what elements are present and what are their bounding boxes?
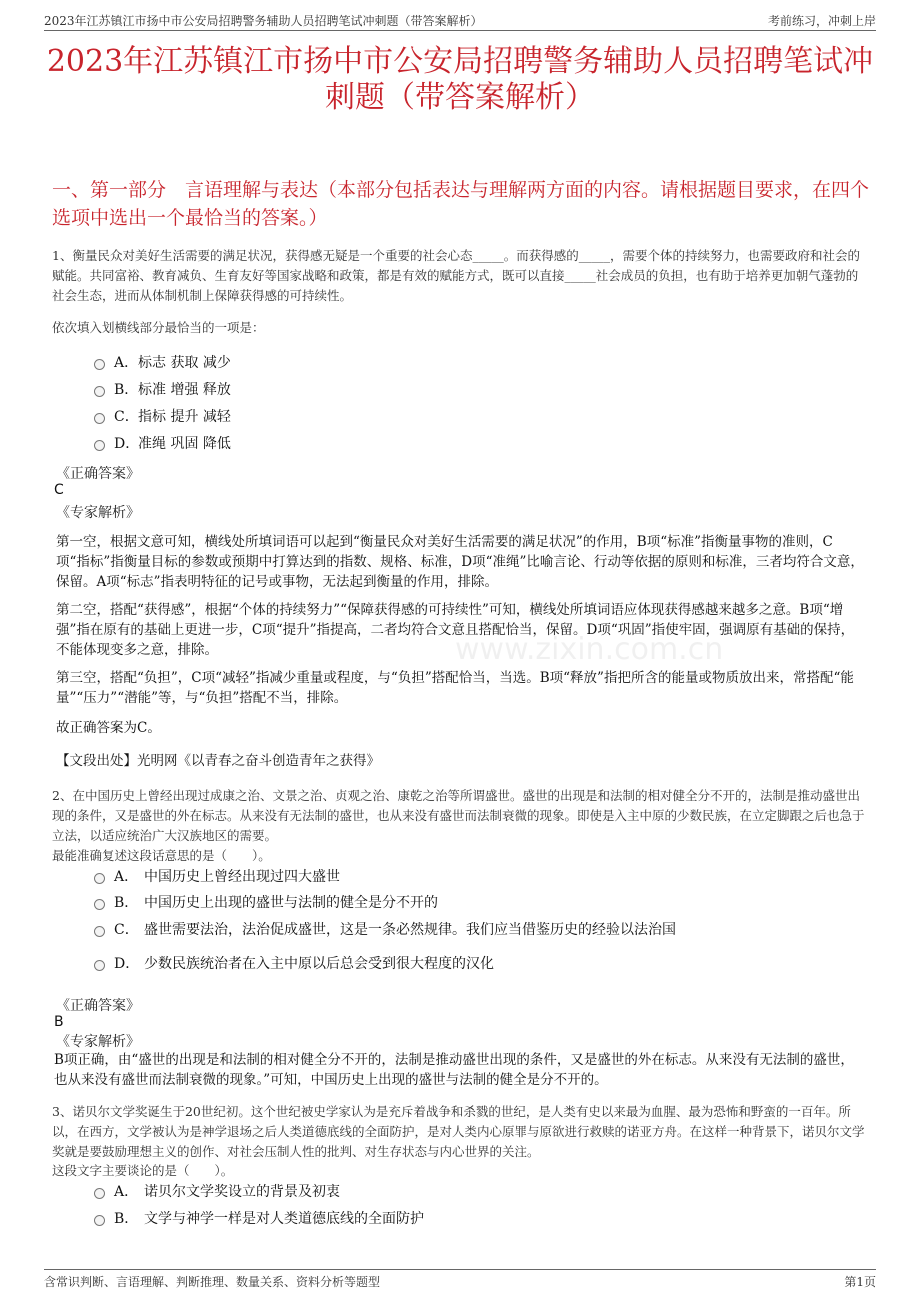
footer-text: 含常识判断、言语理解、判断推理、数量关系、资料分析等题型 [44,1275,381,1289]
option-text: 少数民族统治者在入主中原以后总会受到很大程度的汉化 [144,956,494,972]
radio-icon[interactable] [94,386,105,397]
page-header [44,10,876,31]
q1-analysis-3: 第三空，搭配“负担”，C项“减轻”指减少重量或程度，与“负担”搭配恰当，当选。B项“释放”指把所含的能量或物质放出来，常搭配“能量”“压力”“潜能”等，与“负担”搭配不当，排除。 [56,670,854,706]
header-slogan: 考前练习，冲刺上岸 [767,14,876,28]
q1-answer: C [54,482,64,498]
section-heading: 一、第一部分 言语理解与表达（本部分包括表达与理解两方面的内容。请根据题目要求，在四个选项中选出一个最恰当的答案。） [52,179,870,229]
option-text: 诺贝尔文学奖设立的背景及初衷 [144,1184,340,1200]
option-key: C． [114,922,139,938]
option-key: B． [114,895,139,911]
option-key: D． [114,956,140,972]
q2-prompt: 最能准确复述这段话意思的是（ ）。 [52,848,271,863]
radio-icon[interactable] [94,1215,105,1226]
option-key: C． [114,409,139,425]
option-text: 指标 提升 减轻 [138,409,231,425]
radio-icon[interactable] [94,899,105,910]
radio-icon[interactable] [94,413,105,424]
q1-analysis-1: 第一空，根据文意可知，横线处所填词语可以起到“衡量民众对美好生活需要的满足状况”的作用，B项“标准”指衡量事物的准则，C项“指标”指衡量目标的参数或预期中打算达到的指数、规格、标准，D项“准绳”比喻言论、行动等依据的原则和标准，三者均符合文意，保留。A项“标志”指表明特征的记号或事物，无法起到衡量的作用，排除。 [56,534,864,590]
q1-answer-label: 《正确答案》 [56,466,140,482]
option-text: 标志 获取 减少 [138,355,231,371]
q3-stem: 3、诺贝尔文学奖诞生于20世纪初。这个世纪被史学家认为是充斥着战争和杀戮的世纪，是人类有史以来最为血腥、最为恐怖和野蛮的一百年。所以，在西方，文学被认为是神学退场之后人类道德底线的全面防护，是对人类内心原罪与原欲进行救赎的诺亚方舟。在这样一种背景下，诺贝尔文学奖就是要鼓励理想主义的创作、对社会压制人性的批判、对生存状态与内心世界的关注。 [52,1104,865,1159]
option-text: 盛世需要法治，法治促成盛世，这是一条必然规律。我们应当借鉴历史的经验以法治国 [144,922,676,938]
q2-analysis-label: 《专家解析》 [56,1034,140,1050]
q2-analysis: B项正确，由“盛世的出现是和法制的相对健全分不开的，法制是推动盛世出现的条件，又是盛世的外在标志。从来没有无法制的盛世，也从来没有盛世而法制衰微的现象。”可知，中国历史上出现的盛世与法制的健全是分不开的。 [54,1052,854,1088]
option-key: B． [114,382,139,398]
q3-prompt: 这段文字主要谈论的是（ ）。 [52,1163,234,1178]
option-key: D． [114,436,140,452]
radio-icon[interactable] [94,873,105,884]
radio-icon[interactable] [94,440,105,451]
q1-analysis-label: 《专家解析》 [56,505,140,521]
q2-answer-label: 《正确答案》 [56,998,140,1014]
option-text: 标准 增强 释放 [138,382,231,398]
page-number: 第1页 [844,1275,876,1289]
option-key: A． [114,869,139,885]
radio-icon[interactable] [94,960,105,971]
radio-icon[interactable] [94,359,105,370]
q1-analysis-4: 故正确答案为C。 [56,720,161,736]
watermark: www.zixin.com.cn [455,632,724,667]
q1-prompt: 依次填入划横线部分最恰当的一项是： [52,320,265,335]
option-key: A． [114,355,139,371]
option-text: 中国历史上曾经出现过四大盛世 [144,869,340,885]
page-footer [44,1269,876,1288]
q2-answer: B [54,1014,64,1030]
q1-analysis-2: 第二空，搭配“获得感”，根据“个体的持续努力”“保障获得感的可持续性”可知，横线处所填词语应体现获得感越来越多之意。B项“增强”指在原有的基础上更进一步，C项“提升”指提高，二者均符合文意且搭配恰当，保留。D项“巩固”指使牢固，强调原有基础的保持，不能体现变多之意，排除。 [56,602,855,658]
radio-icon[interactable] [94,1188,105,1199]
radio-icon[interactable] [94,926,105,937]
option-key: A． [114,1184,139,1200]
document-title: 2023年江苏镇江市扬中市公安局招聘警务辅助人员招聘笔试冲刺题（带答案解析） [46,44,874,115]
option-text: 准绳 巩固 降低 [138,436,231,452]
option-text: 中国历史上出现的盛世与法制的健全是分不开的 [144,895,438,911]
q1-source: 【文段出处】光明网《以青春之奋斗创造青年之获得》 [56,753,380,769]
option-key: B． [114,1211,139,1227]
q2-stem: 2、在中国历史上曾经出现过成康之治、文景之治、贞观之治、康乾之治等所谓盛世。盛世的出现是和法制的相对健全分不开的，法制是推动盛世出现的条件，又是盛世的外在标志。从来没有无法制的盛世，也从来没有盛世而法制衰微的现象。即使是入主中原的少数民族，在立定脚跟之后也急于立法，以适应统治广大汉族地区的需要。 [52,788,865,843]
q1-stem: 1、衡量民众对美好生活需要的满足状况，获得感无疑是一个重要的社会心态_____。而获得感的_____，需要个体的持续努力，也需要政府和社会的赋能。共同富裕、教育减负、生育友好等国家战略和政策，都是有效的赋能方式，既可以直接_____社会成员的负担，也有助于培养更加朝气蓬勃的社会生态，进而从体制机制上保障获得感的可持续性。 [52,248,860,303]
option-text: 文学与神学一样是对人类道德底线的全面防护 [144,1211,424,1227]
header-title: 2023年江苏镇江市扬中市公安局招聘警务辅助人员招聘笔试冲刺题（带答案解析） [44,14,483,28]
